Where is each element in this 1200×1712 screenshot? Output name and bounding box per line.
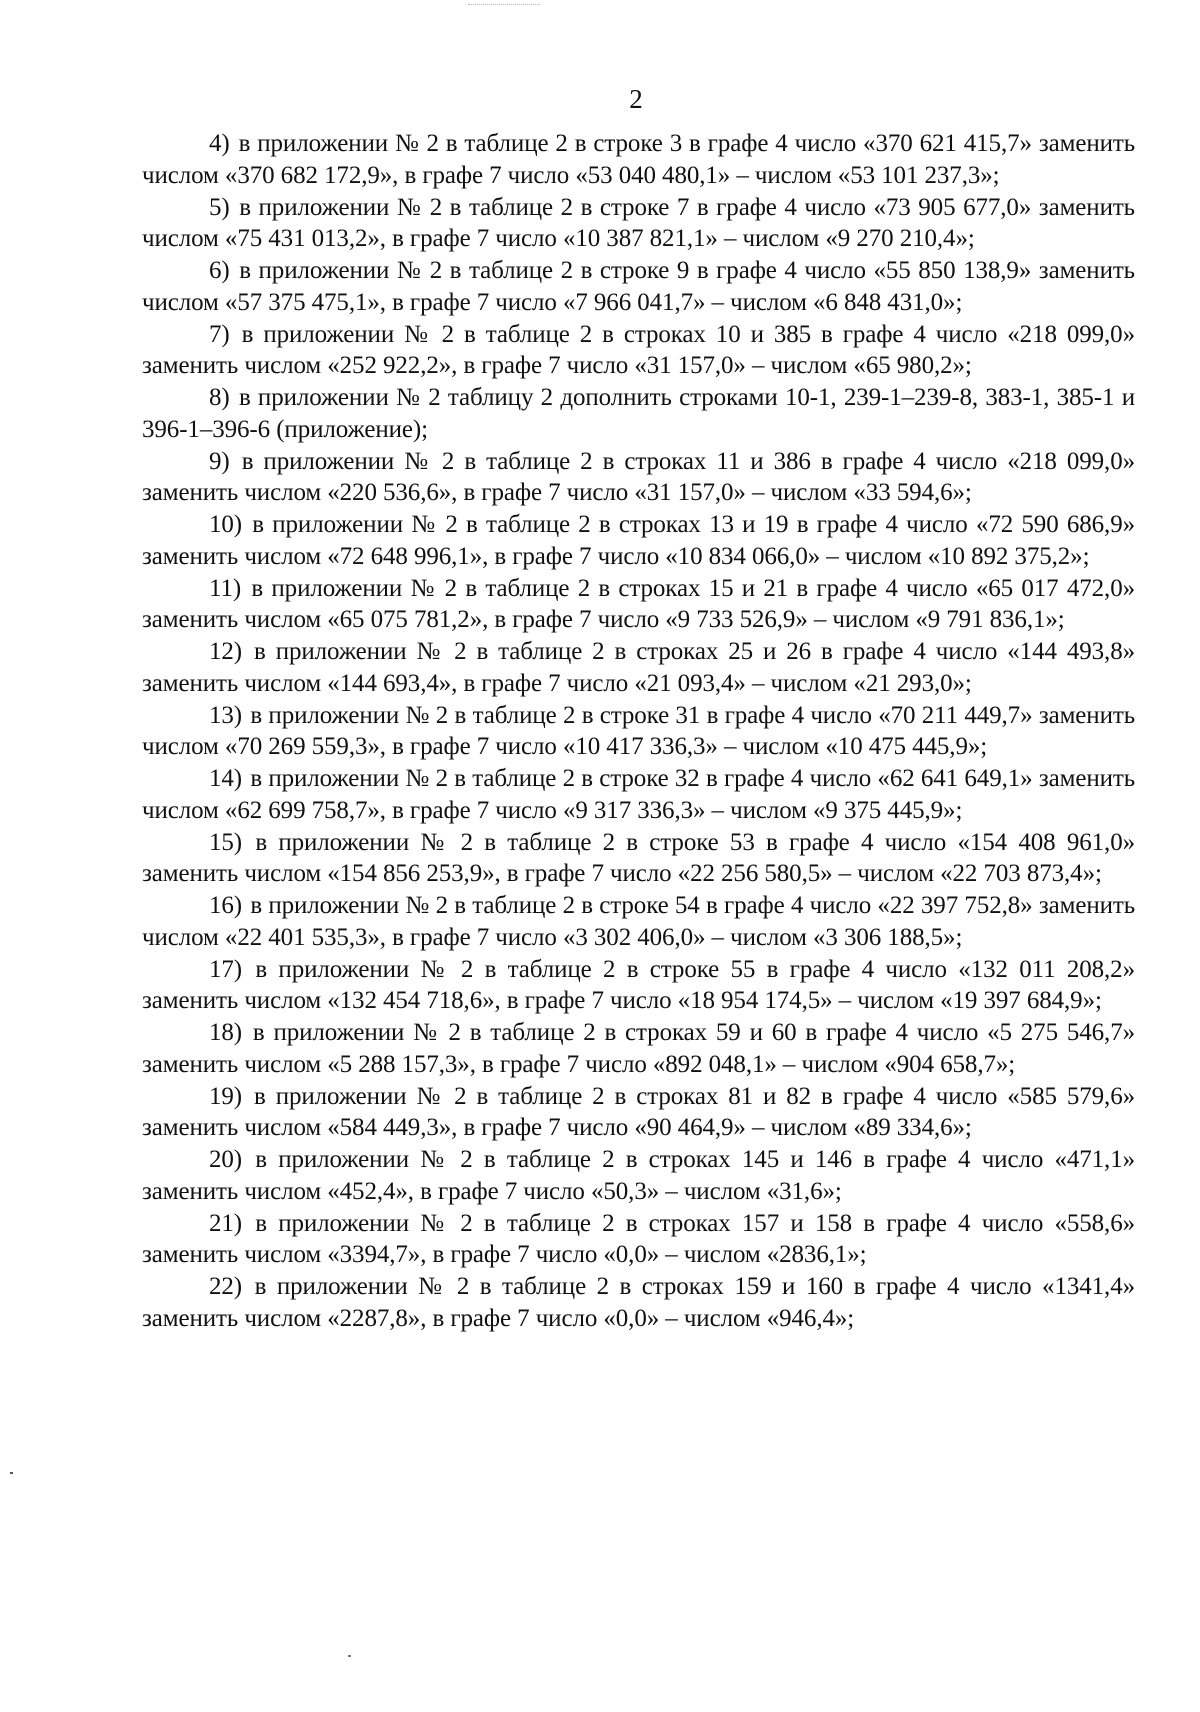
item-number: 5) <box>209 193 230 221</box>
item-number: 21) <box>209 1209 243 1237</box>
item-number: 16) <box>209 892 243 919</box>
item-number: 19) <box>209 1082 243 1110</box>
item-text: в приложении № 2 в таблице 2 в строке 54 в графе 4 число «22 397 752,8» заменить числом «22 401 535,3», в графе 7 число «3 302 406,0» – числом «3 306 188,5»; <box>142 892 1135 951</box>
item-text: в приложении № 2 в таблице 2 в строках 157 и 158 в графе 4 число «558,6» заменить числом «3394,7», в графе 7 число «0,0» – числом «2836,1»; <box>142 1209 1135 1268</box>
item-text: в приложении № 2 в таблице 2 в строке 32 в графе 4 число «62 641 649,1» заменить числом «62 699 758,7», в графе 7 число «9 317 336,3» – числом «9 375 445,9»; <box>142 765 1135 824</box>
item-text: в приложении № 2 в таблице 2 в строках 81 и 82 в графе 4 число «585 579,6» заменить числом «584 449,3», в графе 7 число «90 464,9» – числом «89 334,6»; <box>142 1082 1136 1141</box>
item-number: 17) <box>209 955 243 983</box>
item-text: в приложении № 2 в таблице 2 в строках 59 и 60 в графе 4 число «5 275 546,7» заменить числом «5 288 157,3», в графе 7 число «892 048,1» – числом «904 658,7»; <box>142 1019 1136 1078</box>
item-number: 22) <box>209 1273 243 1300</box>
amendment-item <box>142 1017 1135 1080</box>
item-text: в приложении № 2 таблицу 2 дополнить строками 10-1, 239-1–239-8, 383-1, 385-1 и 396-1–396-6 (приложение); <box>142 384 1135 443</box>
item-text: в приложении № 2 в таблице 2 в строках 13 и 19 в графе 4 число «72 590 686,9» заменить числом «72 648 996,1», в графе 7 число «10 834 066,0» – числом «10 892 375,2»; <box>142 511 1135 570</box>
amendment-item <box>142 1144 1135 1207</box>
item-number: 20) <box>209 1146 243 1173</box>
item-text: в приложении № 2 в таблице 2 в строке 31 в графе 4 число «70 211 449,7» заменить числом «70 269 559,3», в графе 7 число «10 417 336,3» – числом «10 475 445,9»; <box>142 701 1135 760</box>
amendment-item <box>142 509 1135 572</box>
amendment-item <box>142 192 1135 255</box>
item-text: в приложении № 2 в таблице 2 в строках 25 и 26 в графе 4 число «144 493,8» заменить числом «144 693,4», в графе 7 число «21 093,4» – числом «21 293,0»; <box>142 638 1136 697</box>
item-number: 15) <box>209 828 243 856</box>
amendment-item <box>142 319 1135 382</box>
amendment-item <box>142 827 1135 890</box>
item-text: в приложении № 2 в таблице 2 в строках 10 и 385 в графе 4 число «218 099,0» заменить числом «252 922,2», в графе 7 число «31 157,0» – числом «65 980,2»; <box>142 320 1135 379</box>
item-text: в приложении № 2 в таблице 2 в строках 15 и 21 в графе 4 число «65 017 472,0» заменить числом «65 075 781,2», в графе 7 число «9 733 526,9» – числом «9 791 836,1»; <box>142 574 1135 633</box>
item-text: в приложении № 2 в таблице 2 в строках 145 и 146 в графе 4 число «471,1» заменить числом «452,4», в графе 7 число «50,3» – числом «31,6»; <box>142 1146 1135 1205</box>
item-number: 8) <box>209 384 230 411</box>
item-text: в приложении № 2 в таблице 2 в строке 53 в графе 4 число «154 408 961,0» заменить числом «154 856 253,9», в графе 7 число «22 256 580,5» – числом «22 703 873,4»; <box>142 828 1135 887</box>
item-number: 10) <box>209 511 243 538</box>
item-text: в приложении № 2 в таблице 2 в строке 9 в графе 4 число «55 850 138,9» заменить числом «57 375 475,1», в графе 7 число «7 966 041,7» – числом «6 848 431,0»; <box>142 257 1135 316</box>
item-text: в приложении № 2 в таблице 2 в строках 159 и 160 в графе 4 число «1341,4» заменить числом «2287,8», в графе 7 число «0,0» – числом «946,4»; <box>142 1273 1135 1332</box>
scan-artifact-edge <box>10 1472 13 1474</box>
item-number: 14) <box>209 765 243 792</box>
amendment-list <box>142 128 1135 1335</box>
item-number: 4) <box>209 130 230 157</box>
item-text: в приложении № 2 в таблице 2 в строке 7 в графе 4 число «73 905 677,0» заменить числом «75 431 013,2», в графе 7 число «10 387 821,1» – числом «9 270 210,4»; <box>142 193 1135 252</box>
amendment-item <box>142 255 1135 318</box>
amendment-item <box>142 954 1135 1017</box>
scan-artifact <box>468 4 540 8</box>
item-number: 18) <box>209 1019 243 1046</box>
scan-artifact-speck <box>348 1655 351 1657</box>
item-text: в приложении № 2 в таблице 2 в строке 55 в графе 4 число «132 011 208,2» заменить числом «132 454 718,6», в графе 7 число «18 954 174,5» – числом «19 397 684,9»; <box>142 955 1135 1014</box>
page-number: 2 <box>629 84 643 114</box>
item-number: 12) <box>209 638 243 665</box>
item-text: в приложении № 2 в таблице 2 в строках 11 и 386 в графе 4 число «218 099,0» заменить числом «220 536,6», в графе 7 число «31 157,0» – числом «33 594,6»; <box>142 447 1136 506</box>
amendment-item <box>142 890 1135 953</box>
item-number: 11) <box>209 574 242 602</box>
item-number: 9) <box>209 447 230 475</box>
amendment-item <box>142 573 1135 636</box>
item-number: 7) <box>209 320 230 348</box>
item-text: в приложении № 2 в таблице 2 в строке 3 в графе 4 число «370 621 415,7» заменить числом «370 682 172,9», в графе 7 число «53 040 480,1» – числом «53 101 237,3»; <box>142 130 1136 189</box>
amendment-item <box>142 1208 1135 1271</box>
amendment-item <box>142 1271 1135 1334</box>
item-number: 6) <box>209 257 230 284</box>
item-number: 13) <box>209 701 243 729</box>
amendment-item <box>142 446 1135 509</box>
amendment-item <box>142 763 1135 826</box>
amendment-item <box>142 128 1135 191</box>
amendment-item <box>142 382 1135 445</box>
amendment-item <box>142 700 1135 763</box>
amendment-item <box>142 1081 1135 1144</box>
amendment-item <box>142 636 1135 699</box>
